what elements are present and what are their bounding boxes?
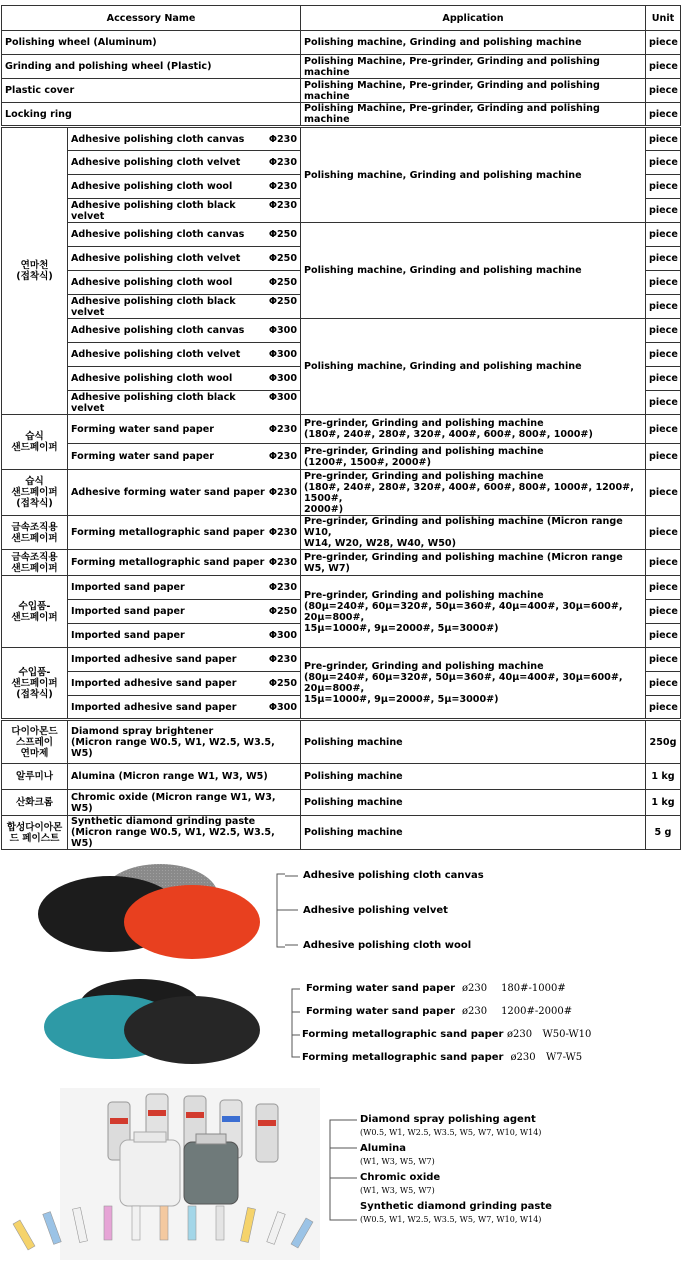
col-header-unit: Unit	[646, 6, 681, 31]
category-cell: 금속조직용 샌드페이퍼	[2, 516, 68, 550]
accessory-name: Adhesive polishing cloth velvet Φ250	[68, 247, 301, 271]
cloth-image-section	[0, 852, 682, 972]
alumina-jar	[120, 1140, 180, 1206]
application-cell: Polishing Machine, Pre-grinder, Grinding and polishing machine	[301, 55, 646, 79]
consumable-label: Chromic oxide	[360, 1172, 441, 1183]
accessory-name: Adhesive forming water sand paper Φ230	[68, 470, 301, 516]
unit-cell: piece	[646, 624, 681, 648]
unit-cell: piece	[646, 444, 681, 470]
application-cell: Polishing machine, Grinding and polishing machine	[301, 319, 646, 415]
application-cell: Pre-grinder, Grinding and polishing machine (180#, 240#, 280#, 320#, 400#, 600#, 800#, 1000#, 1200#, 1500#, 2000#)	[301, 470, 646, 516]
paper-label: Forming metallographic sand paper ø230 W50-W10	[302, 1029, 592, 1040]
accessory-name: Polishing wheel (Aluminum)	[2, 31, 301, 55]
accessory-name: Adhesive polishing cloth black velvet Φ250	[68, 295, 301, 319]
col-header-name: Accessory Name	[2, 6, 301, 31]
unit-cell: piece	[646, 127, 681, 151]
table-row	[2, 790, 681, 816]
accessory-name: Adhesive polishing cloth wool Φ250	[68, 271, 301, 295]
accessory-name: Adhesive polishing cloth velvet Φ230	[68, 151, 301, 175]
accessory-name: Adhesive polishing cloth canvas Φ250	[68, 223, 301, 247]
table-row	[2, 550, 681, 576]
accessory-name: Imported adhesive sand paper Φ250	[68, 672, 301, 696]
consumables-image	[0, 1088, 682, 1260]
accessory-name: Plastic cover	[2, 79, 301, 103]
accessory-name: Imported sand paper Φ250	[68, 600, 301, 624]
accessory-name: Locking ring	[2, 103, 301, 127]
unit-cell: piece	[646, 55, 681, 79]
consumable-label: Synthetic diamond grinding paste	[360, 1201, 552, 1212]
category-cell: 수입품- 샌드페이퍼	[2, 576, 68, 648]
table-row	[2, 223, 681, 247]
table-row	[2, 764, 681, 790]
application-cell: Pre-grinder, Grinding and polishing machine (Micron range W10, W14, W20, W28, W40, W50)	[301, 516, 646, 550]
bracket-lines	[277, 874, 285, 947]
category-cell: 다이아몬드 스프레이 연마제	[2, 720, 68, 764]
unit-cell: piece	[646, 672, 681, 696]
table-row	[2, 127, 681, 151]
table-row	[2, 103, 681, 127]
accessory-name: Imported adhesive sand paper Φ230	[68, 648, 301, 672]
table-row	[2, 55, 681, 79]
unit-cell: piece	[646, 696, 681, 720]
application-cell: Pre-grinder, Grinding and polishing machine (1200#, 1500#, 2000#)	[301, 444, 646, 470]
category-cell: 연마천 (접착식)	[2, 127, 68, 415]
unit-cell: piece	[646, 550, 681, 576]
application-cell: Polishing machine, Grinding and polishing machine	[301, 31, 646, 55]
application-cell: Pre-grinder, Grinding and polishing machine (180#, 240#, 280#, 320#, 400#, 600#, 800#, 1000#)	[301, 415, 646, 444]
accessory-name: Imported adhesive sand paper Φ300	[68, 696, 301, 720]
application-cell: Polishing machine, Grinding and polishing machine	[301, 223, 646, 319]
category-cell: 습식 샌드페이퍼 (접착식)	[2, 470, 68, 516]
table-row	[2, 415, 681, 444]
consumable-image-section	[0, 1088, 682, 1260]
unit-cell: piece	[646, 600, 681, 624]
application-cell: Polishing Machine, Pre-grinder, Grinding and polishing machine	[301, 103, 646, 127]
unit-cell: 1 kg	[646, 790, 681, 816]
unit-cell: piece	[646, 391, 681, 415]
cloth-label: Adhesive polishing cloth canvas	[303, 870, 484, 881]
unit-cell: piece	[646, 79, 681, 103]
paper-label: Forming water sand paper ø230 180#-1000#	[306, 983, 566, 994]
unit-cell: piece	[646, 516, 681, 550]
unit-cell: piece	[646, 175, 681, 199]
table-row	[2, 816, 681, 850]
consumable-sublabel: (W1, W3, W5, W7)	[360, 1157, 435, 1166]
accessory-name: Imported sand paper Φ230	[68, 576, 301, 600]
table-row	[2, 470, 681, 516]
accessory-name: Adhesive polishing cloth wool Φ300	[68, 367, 301, 391]
accessory-name: Forming metallographic sand paper Φ230	[68, 516, 301, 550]
accessory-name: Synthetic diamond grinding paste (Micron range W0.5, W1, W2.5, W3.5, W5)	[68, 816, 301, 850]
category-cell: 수입품- 샌드페이퍼 (접착식)	[2, 648, 68, 720]
unit-cell: piece	[646, 271, 681, 295]
unit-cell: piece	[646, 648, 681, 672]
accessory-name: Alumina (Micron range W1, W3, W5)	[68, 764, 301, 790]
accessory-name: Adhesive polishing cloth canvas Φ300	[68, 319, 301, 343]
cloth-label: Adhesive polishing velvet	[303, 905, 448, 916]
table-row	[2, 576, 681, 600]
chromic-oxide-jar	[184, 1142, 238, 1204]
accessory-name: Grinding and polishing wheel (Plastic)	[2, 55, 301, 79]
unit-cell: piece	[646, 367, 681, 391]
paper-image-section	[0, 975, 682, 1080]
accessory-name: Adhesive polishing cloth wool Φ230	[68, 175, 301, 199]
accessory-name: Chromic oxide (Micron range W1, W3, W5)	[68, 790, 301, 816]
consumable-label: Diamond spray polishing agent	[360, 1114, 536, 1125]
table-row	[2, 31, 681, 55]
paper-label: Forming metallographic sand paper ø230 W7-W5	[302, 1052, 583, 1063]
category-cell: 알루미나	[2, 764, 68, 790]
consumable-label: Alumina	[360, 1143, 407, 1154]
unit-cell: piece	[646, 295, 681, 319]
consumable-sublabel: (W1, W3, W5, W7)	[360, 1186, 435, 1195]
accessory-table	[1, 5, 681, 850]
unit-cell: piece	[646, 151, 681, 175]
unit-cell: piece	[646, 415, 681, 444]
paper-label: Forming water sand paper ø230 1200#-2000#	[306, 1006, 573, 1017]
category-cell: 산화크롬	[2, 790, 68, 816]
category-cell: 합성다이아몬 드 페이스트	[2, 816, 68, 850]
unit-cell: piece	[646, 199, 681, 223]
unit-cell: piece	[646, 576, 681, 600]
table-row	[2, 648, 681, 672]
application-cell: Polishing machine	[301, 720, 646, 764]
consumable-sublabel: (W0.5, W1, W2.5, W3.5, W5, W7, W10, W14)	[360, 1215, 542, 1224]
table-row	[2, 79, 681, 103]
application-cell: Pre-grinder, Grinding and polishing machine (Micron range W5, W7)	[301, 550, 646, 576]
unit-cell: piece	[646, 343, 681, 367]
application-cell: Polishing Machine, Pre-grinder, Grinding and polishing machine	[301, 79, 646, 103]
accessory-name: Adhesive polishing cloth canvas Φ230	[68, 127, 301, 151]
accessory-name: Forming water sand paper Φ230	[68, 444, 301, 470]
application-cell: Polishing machine, Grinding and polishing machine	[301, 127, 646, 223]
dark-paper-disc	[124, 996, 260, 1064]
table-row	[2, 720, 681, 764]
accessory-name: Forming water sand paper Φ230	[68, 415, 301, 444]
cloth-label: Adhesive polishing cloth wool	[303, 940, 472, 951]
table-row	[2, 516, 681, 550]
header-row	[2, 6, 681, 31]
accessory-name: Diamond spray brightener (Micron range W0.5, W1, W2.5, W3.5, W5)	[68, 720, 301, 764]
application-cell: Polishing machine	[301, 816, 646, 850]
unit-cell: piece	[646, 103, 681, 127]
unit-cell: piece	[646, 31, 681, 55]
category-cell: 금속조직용 샌드페이퍼	[2, 550, 68, 576]
unit-cell: 1 kg	[646, 764, 681, 790]
accessory-name: Adhesive polishing cloth black velvet Φ230	[68, 199, 301, 223]
accessory-name: Imported sand paper Φ300	[68, 624, 301, 648]
application-cell: Polishing machine	[301, 764, 646, 790]
unit-cell: piece	[646, 223, 681, 247]
unit-cell: piece	[646, 319, 681, 343]
table-row	[2, 319, 681, 343]
unit-cell: 250g	[646, 720, 681, 764]
table-row	[2, 444, 681, 470]
col-header-application: Application	[301, 6, 646, 31]
category-cell: 습식 샌드페이퍼	[2, 415, 68, 470]
accessory-name: Forming metallographic sand paper Φ230	[68, 550, 301, 576]
application-cell: Pre-grinder, Grinding and polishing machine (80μ=240#, 60μ=320#, 50μ=360#, 40μ=400#, 30μ=600#, 20μ=800#, 15μ=1000#, 9μ=2000#, 5μ=3000#)	[301, 648, 646, 720]
application-cell: Pre-grinder, Grinding and polishing machine (80μ=240#, 60μ=320#, 50μ=360#, 40μ=400#, 30μ=600#, 20μ=800#, 15μ=1000#, 9μ=2000#, 5μ=3000#)	[301, 576, 646, 648]
accessory-name: Adhesive polishing cloth velvet Φ300	[68, 343, 301, 367]
red-disc	[124, 885, 260, 959]
accessory-name: Adhesive polishing cloth black velvet Φ300	[68, 391, 301, 415]
unit-cell: 5 g	[646, 816, 681, 850]
unit-cell: piece	[646, 470, 681, 516]
application-cell: Polishing machine	[301, 790, 646, 816]
consumable-sublabel: (W0.5, W1, W2.5, W3.5, W5, W7, W10, W14)	[360, 1128, 542, 1137]
unit-cell: piece	[646, 247, 681, 271]
